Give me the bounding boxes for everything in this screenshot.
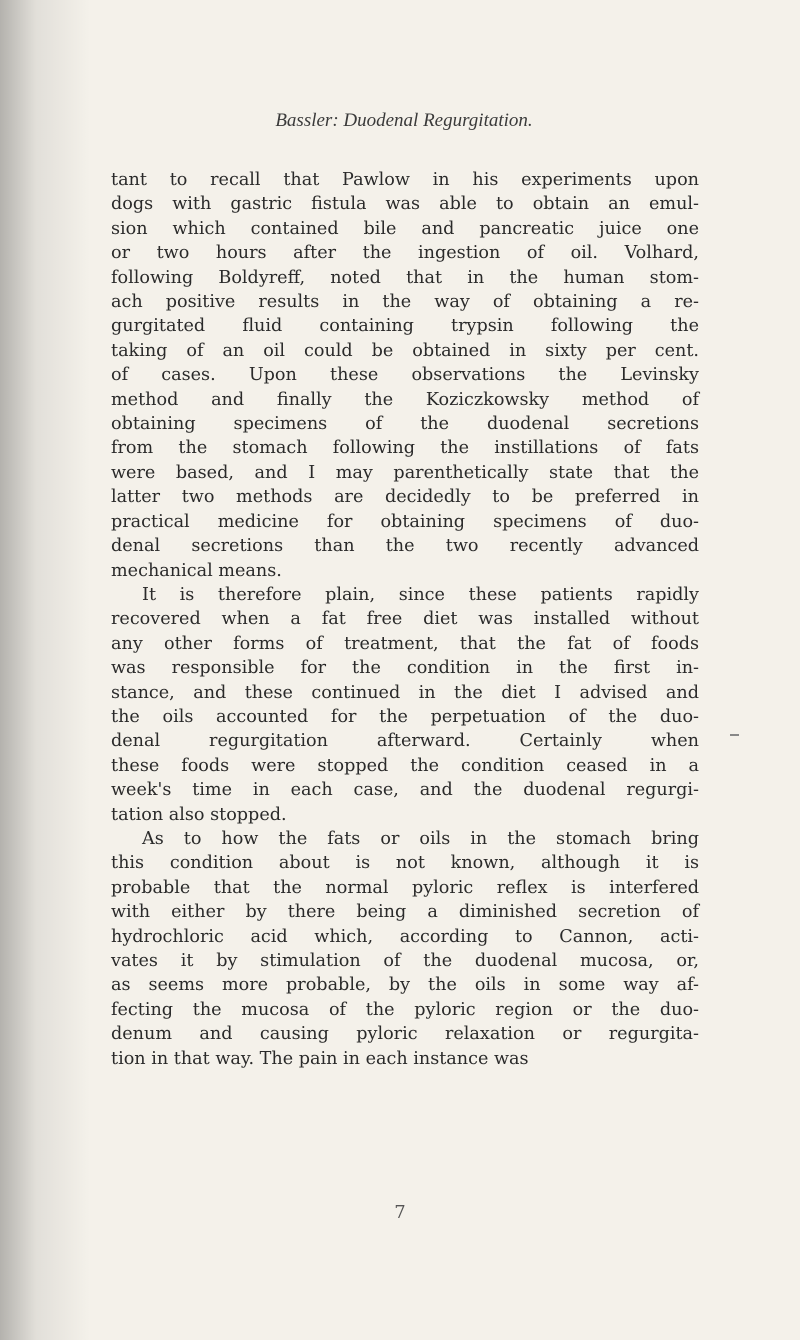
text-line: week's time in each case, and the duodenal regurgi- xyxy=(111,780,699,801)
text-line: ach positive results in the way of obtaining a re- xyxy=(111,292,699,313)
page-edge-shadow xyxy=(0,0,90,1340)
text-line: or two hours after the ingestion of oil. Volhard, xyxy=(111,243,699,264)
text-line: dogs with gastric fistula was able to obtain an emul- xyxy=(111,194,699,215)
text-line: vates it by stimulation of the duodenal mucosa, or, xyxy=(111,951,699,971)
text-line: mechanical means. xyxy=(111,560,282,581)
text-line: recovered when a fat free diet was installed without xyxy=(111,609,699,630)
text-line: It is therefore plain, since these patients rapidly xyxy=(142,584,699,605)
text-line: tion in that way. The pain in each instance was xyxy=(111,1048,529,1069)
text-line: tation also stopped. xyxy=(111,804,287,825)
text-line: any other forms of treatment, that the fat of foods xyxy=(111,633,699,654)
margin-mark xyxy=(730,734,739,736)
text-line: gurgitated fluid containing trypsin following the xyxy=(111,316,699,337)
text-line: following Boldyreff, noted that in the human stom- xyxy=(111,267,699,288)
paragraph-3 xyxy=(111,827,699,1071)
text-line: latter two methods are decidedly to be preferred in xyxy=(111,487,699,508)
text-line: of cases. Upon these observations the Levinsky xyxy=(111,365,699,386)
text-line: fecting the mucosa of the pyloric region or the duo- xyxy=(111,999,699,1020)
text-line: As to how the fats or oils in the stomach bring xyxy=(142,828,699,849)
text-line: denal regurgitation afterward. Certainly when xyxy=(111,731,699,752)
text-line: taking of an oil could be obtained in sixty per cent. xyxy=(111,340,699,361)
text-line: with either by there being a diminished secretion of xyxy=(111,902,699,923)
text-line: denal secretions than the two recently advanced xyxy=(111,536,699,557)
text-line: as seems more probable, by the oils in some way af- xyxy=(111,975,699,996)
text-line: these foods were stopped the condition ceased in a xyxy=(111,755,699,776)
text-line: the oils accounted for the perpetuation of the duo- xyxy=(111,706,699,727)
paragraph-1 xyxy=(111,168,699,583)
text-line: tant to recall that Pawlow in his experiments upon xyxy=(111,170,699,190)
text-line: hydrochloric acid which, according to Cannon, acti- xyxy=(111,926,699,947)
text-line: method and finally the Koziczkowsky method of xyxy=(111,389,699,410)
running-head: Bassler: Duodenal Regurgitation. xyxy=(275,110,533,131)
paragraph-2 xyxy=(111,583,699,827)
text-line: was responsible for the condition in the first in- xyxy=(111,658,699,679)
text-line: obtaining specimens of the duodenal secretions xyxy=(111,414,699,435)
text-line: practical medicine for obtaining specimens of duo- xyxy=(111,511,699,532)
text-line: denum and causing pyloric relaxation or regurgita- xyxy=(111,1024,699,1045)
page-number: 7 xyxy=(394,1202,406,1223)
text-line: stance, and these continued in the diet I advised and xyxy=(111,682,699,703)
text-line: this condition about is not known, although it is xyxy=(111,853,699,874)
text-line: from the stomach following the instillations of fats xyxy=(111,438,699,459)
text-line: probable that the normal pyloric reflex is interfered xyxy=(111,877,699,898)
body-text xyxy=(111,168,699,1071)
text-line: were based, and I may parenthetically state that the xyxy=(111,462,699,483)
text-line: sion which contained bile and pancreatic juice one xyxy=(111,218,699,239)
